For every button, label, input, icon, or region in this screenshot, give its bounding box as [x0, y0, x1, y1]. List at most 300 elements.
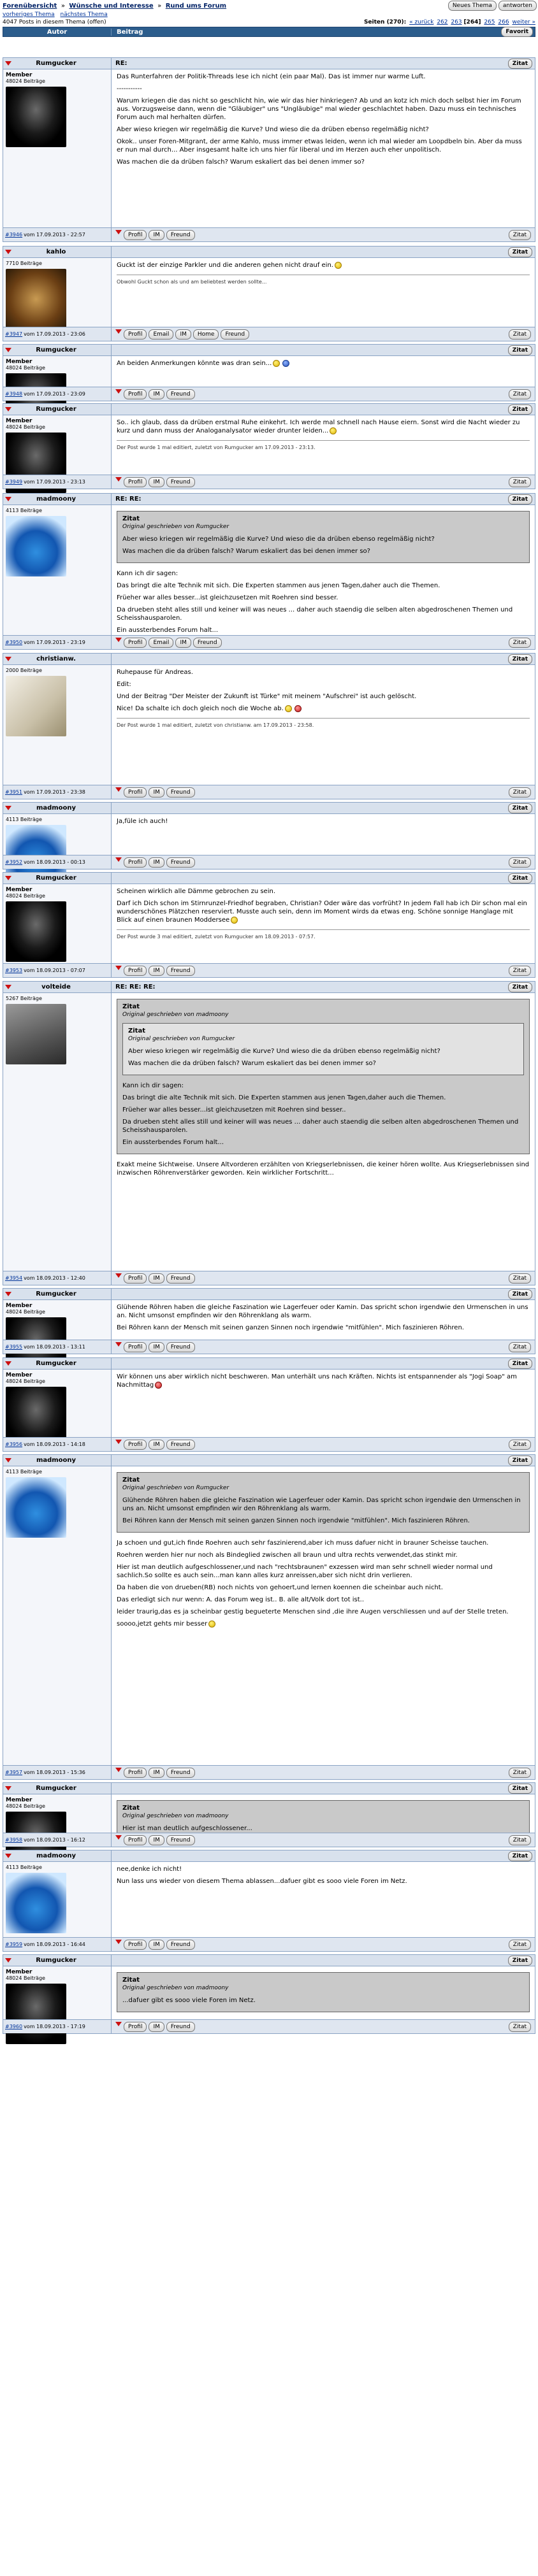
pm-button[interactable]: IM — [149, 857, 164, 868]
quote-button[interactable]: Zitat — [508, 982, 532, 992]
post-footer — [3, 2019, 535, 2033]
post-actions — [112, 228, 535, 241]
post-number-link[interactable]: #3959 — [5, 1942, 23, 1947]
avatar[interactable] — [6, 676, 66, 736]
quote-source: Original geschrieben von madmoony — [122, 1012, 229, 1018]
quote-button[interactable]: Zitat — [508, 1456, 532, 1466]
quote-button[interactable]: Zitat — [508, 803, 532, 813]
author-username[interactable]: christianw. — [36, 655, 76, 662]
post-header — [3, 404, 535, 415]
post-meta — [3, 1766, 112, 1779]
pagination-page-link[interactable]: 266 — [498, 19, 509, 25]
forum-post — [3, 403, 535, 489]
new-thread-button[interactable]: Neues Thema — [448, 1, 497, 11]
breadcrumb-category-link[interactable]: Wünsche und Interesse — [69, 2, 154, 10]
arrow-down-icon[interactable] — [5, 985, 11, 990]
arrow-up-icon[interactable] — [115, 230, 122, 235]
author-username[interactable]: Rumgucker — [36, 1291, 76, 1298]
post-number-link[interactable]: #3952 — [5, 859, 23, 865]
friend-button[interactable]: Freund — [166, 1940, 195, 1950]
friend-button[interactable]: Freund — [166, 1835, 195, 1845]
post-title: RE: RE: — [115, 496, 142, 503]
pagination-page-link[interactable]: 265 — [484, 19, 495, 25]
quote-box — [117, 999, 530, 1154]
pm-button[interactable]: IM — [149, 1440, 164, 1450]
pagination-next-link[interactable]: weiter » — [512, 19, 535, 25]
post-meta — [3, 1340, 112, 1354]
profile-button[interactable]: Profil — [124, 1835, 147, 1845]
author-post-count: 48024 Beiträge — [6, 1309, 45, 1315]
forum-post — [3, 57, 535, 242]
smiley-icon — [285, 705, 292, 712]
friend-button[interactable]: Freund — [166, 1342, 195, 1352]
post-author-header — [3, 803, 112, 813]
pagination-page-link[interactable]: 262 — [437, 19, 448, 25]
post-number-link[interactable]: #3947 — [5, 331, 23, 337]
friend-button[interactable]: Freund — [166, 1273, 195, 1284]
breadcrumb-root-link[interactable]: Forenübersicht — [3, 2, 57, 10]
smiley-icon — [282, 360, 289, 367]
pagination-back-link[interactable]: « zurück — [409, 19, 434, 25]
arrow-down-icon[interactable] — [5, 876, 11, 881]
friend-button[interactable]: Freund — [166, 857, 195, 868]
post-number-link[interactable]: #3956 — [5, 1442, 23, 1447]
post-actions — [112, 964, 535, 977]
pages-label: Seiten (270): — [363, 19, 407, 25]
author-sidebar — [3, 1966, 112, 2019]
arrow-down-icon[interactable] — [5, 1786, 11, 1791]
post-content — [112, 258, 535, 327]
post-footer — [3, 475, 535, 489]
profile-button[interactable]: Profil — [124, 230, 147, 240]
post-number-link[interactable]: #3953 — [5, 968, 23, 973]
quote-title: Zitat — [122, 1003, 140, 1010]
prev-thread-link[interactable]: vorheriges Thema — [3, 11, 55, 18]
profile-button[interactable]: Profil — [124, 966, 147, 976]
post-body — [3, 993, 535, 1271]
quote-source: Original geschrieben von Rumgucker — [122, 524, 229, 530]
profile-button[interactable]: Profil — [124, 1342, 147, 1352]
quote-button[interactable]: Zitat — [509, 1835, 531, 1845]
arrow-down-icon[interactable] — [5, 348, 11, 353]
avatar[interactable] — [6, 901, 66, 962]
post-body — [3, 415, 535, 475]
quote-box — [117, 511, 530, 563]
arrow-up-icon[interactable] — [115, 857, 122, 862]
quote-button[interactable]: Zitat — [508, 247, 532, 257]
post-footer — [3, 1340, 535, 1354]
post-paragraph: Scheinen wirklich alle Dämme gebrochen zu sein. — [117, 888, 275, 895]
post-number-link[interactable]: #3946 — [5, 232, 23, 238]
quote-box — [122, 1023, 524, 1075]
arrow-up-icon[interactable] — [115, 1342, 122, 1347]
post-author-header — [3, 1955, 112, 1966]
post-meta — [3, 327, 112, 341]
post-paragraph: Ruhepause für Andreas. — [117, 669, 193, 676]
friend-button[interactable]: Freund — [166, 966, 195, 976]
author-username[interactable]: Rumgucker — [36, 875, 76, 882]
pagination-current-page: [264] — [463, 19, 481, 25]
post-body — [3, 814, 535, 855]
author-username[interactable]: madmoony — [36, 1457, 76, 1464]
post-date: vom 18.09.2013 - 15:36 — [24, 1770, 85, 1775]
post-content — [112, 814, 535, 855]
author-username[interactable]: Rumgucker — [36, 1360, 76, 1367]
avatar[interactable] — [6, 1984, 66, 2044]
post-actions — [112, 1438, 535, 1451]
quote-button[interactable]: Zitat — [508, 59, 532, 69]
post-actions — [112, 475, 535, 489]
quote-button[interactable]: Zitat — [508, 1851, 532, 1861]
post-paragraph: Und der Beitrag "Der Meister der Zukunft ist Türke" mit meinem "Aufschrei" ist auch gelöscht. — [117, 693, 417, 700]
breadcrumb-thread-link[interactable]: Rund ums Forum — [165, 2, 227, 10]
post-header — [3, 58, 535, 69]
arrow-down-icon[interactable] — [5, 1458, 11, 1463]
post-paragraph: Glühende Röhren haben die gleiche Faszination wie Lagerfeuer oder Kamin. Das spricht schon irgendwie den Urmenschen in uns an. Nicht umsonst empfinden wir den Röhrenklang als warm. — [117, 1304, 528, 1319]
post-date: vom 17.09.2013 - 23:38 — [24, 789, 85, 795]
post-number-link[interactable]: #3951 — [5, 789, 23, 795]
forum-post — [3, 246, 535, 341]
author-sidebar — [3, 356, 112, 387]
author-username[interactable]: volteide — [41, 984, 71, 991]
posts-table-header — [3, 27, 535, 37]
quote-source: Original geschrieben von Rumgucker — [128, 1036, 235, 1042]
author-rank: Member — [6, 1797, 33, 1803]
author-post-count: 48024 Beiträge — [6, 78, 45, 84]
author-column-header: Autor — [3, 29, 112, 36]
action-buttons — [115, 230, 195, 240]
author-username[interactable]: madmoony — [36, 1852, 76, 1859]
post-content — [112, 1370, 535, 1437]
author-post-count: 48024 Beiträge — [6, 424, 45, 430]
post-content — [112, 69, 535, 227]
author-username[interactable]: madmoony — [36, 805, 76, 812]
post-paragraph: Darf ich Dich schon im Stirnrunzel-Friedhof begraben, Christian? Oder wäre das vorfrüht? In jedem Fall hab ich Dir schon mal ein wunderschönes Plätzchen reserviert. Musste auch sein, denn im Moment wirds da etwas eng. Schöne sonnige Hanglage mit Blick auf einen braunen Moddersee — [117, 900, 527, 924]
arrow-down-icon[interactable] — [5, 497, 11, 502]
quote-button[interactable]: Zitat — [508, 1359, 532, 1369]
friend-button[interactable]: Freund — [166, 2022, 195, 2032]
quote-button[interactable]: Zitat — [508, 404, 532, 415]
quote-button[interactable]: Zitat — [508, 873, 532, 884]
arrow-up-icon[interactable] — [115, 638, 122, 643]
post-body — [3, 1300, 535, 1340]
post-content — [112, 884, 535, 963]
arrow-down-icon[interactable] — [5, 1854, 11, 1859]
post-title-bar — [112, 1955, 535, 1966]
arrow-down-icon[interactable] — [5, 61, 11, 66]
avatar[interactable] — [6, 1477, 66, 1538]
arrow-down-icon[interactable] — [5, 407, 11, 412]
next-thread-link[interactable]: nächstes Thema — [60, 11, 108, 18]
post-title-bar — [112, 345, 535, 355]
quote-button[interactable]: Zitat — [509, 638, 531, 648]
author-sidebar — [3, 993, 112, 1271]
reply-button[interactable]: antworten — [498, 1, 537, 11]
author-username[interactable]: Rumgucker — [36, 60, 76, 67]
post-paragraph: soooo,jetzt gehts mir besser — [117, 1620, 530, 1628]
post-title-bar — [112, 1850, 535, 1861]
quote-title: Zitat — [122, 1477, 140, 1484]
post-header — [3, 982, 535, 993]
quote-button[interactable]: Zitat — [509, 1940, 531, 1950]
quote-line: ...dafuer gibt es sooo viele Foren im Netz. — [122, 1997, 256, 2004]
friend-button[interactable]: Freund — [166, 1440, 195, 1450]
post-paragraph: Okok.. unser Foren-Mitgrant, der arme Kahlo, muss immer etwas leiden, wenn ich mal wieder am Loopdbeln bin. Aber da muss er nun mal durch... Aber insgesamt halte ich uns hier für liberal und im Herzen auch eher unpolitisch. — [117, 138, 522, 154]
profile-button[interactable]: Profil — [124, 1440, 147, 1450]
quote-button[interactable]: Zitat — [509, 329, 531, 340]
homepage-button[interactable]: Home — [193, 329, 219, 340]
action-buttons — [115, 787, 195, 798]
arrow-up-icon[interactable] — [115, 1835, 122, 1840]
post-paragraph: Ein aussterbendes Forum halt... — [117, 627, 218, 634]
author-sidebar — [3, 665, 112, 785]
author-username[interactable]: madmoony — [36, 496, 76, 503]
post-number-link[interactable]: #3954 — [5, 1275, 23, 1281]
post-title-bar — [112, 1358, 535, 1369]
author-username[interactable]: Rumgucker — [36, 347, 76, 354]
author-rank: Member — [6, 1969, 33, 1975]
arrow-down-icon[interactable] — [5, 657, 11, 662]
quote-line: Ein aussterbendes Forum halt... — [122, 1139, 224, 1146]
friend-button[interactable]: Freund — [166, 230, 195, 240]
pm-button[interactable]: IM — [149, 2022, 164, 2032]
quote-button[interactable]: Zitat — [509, 1440, 531, 1450]
arrow-up-icon[interactable] — [115, 389, 122, 394]
arrow-down-icon[interactable] — [5, 1292, 11, 1297]
post-paragraph: Edit: — [117, 681, 131, 688]
pm-button[interactable]: IM — [149, 230, 164, 240]
post-paragraph: Exakt meine Sichtweise. Unsere Altvorderen erzählten von Kriegserlebnissen, die keiner hören wollte. Aus Kriegserlebnissen sind inzwischen Röhrenverstärker geworden. Kein wirklicher Fortschritt... — [117, 1161, 530, 1177]
post-paragraph: Ja schoen und gut,ich finde Roehren auch sehr faszinierend,aber ich muss dafuer nicht in brauner Scheisse tauchen. — [117, 1540, 489, 1547]
quote-source: Original geschrieben von Rumgucker — [122, 1485, 229, 1491]
quote-button[interactable]: Zitat — [508, 654, 532, 664]
post-title: RE: — [115, 60, 127, 67]
pm-button[interactable]: IM — [149, 787, 164, 798]
pm-button[interactable]: IM — [149, 1273, 164, 1284]
post-footer — [3, 855, 535, 869]
profile-button[interactable]: Profil — [124, 329, 147, 340]
email-button[interactable]: Email — [149, 638, 173, 648]
quote-button[interactable]: Zitat — [509, 477, 531, 487]
arrow-up-icon[interactable] — [115, 1940, 122, 1945]
profile-button[interactable]: Profil — [124, 787, 147, 798]
quote-button[interactable]: Zitat — [509, 1768, 531, 1778]
author-username[interactable]: Rumgucker — [36, 406, 76, 413]
post-title-bar — [112, 1783, 535, 1794]
pm-button[interactable]: IM — [149, 1940, 164, 1950]
pm-button[interactable]: IM — [149, 389, 164, 399]
post-footer — [3, 635, 535, 649]
author-post-count: 48024 Beiträge — [6, 1378, 45, 1384]
post-meta — [3, 387, 112, 401]
action-buttons — [115, 2022, 195, 2032]
action-buttons — [115, 1440, 195, 1450]
post-date: vom 18.09.2013 - 14:18 — [24, 1442, 85, 1447]
forum-post — [3, 1850, 535, 1952]
author-username[interactable]: Rumgucker — [36, 1785, 76, 1792]
friend-button[interactable]: Freund — [166, 389, 195, 399]
post-author-header — [3, 494, 112, 504]
arrow-down-icon[interactable] — [5, 806, 11, 811]
post-paragraph: Das Runterfahren der Politik-Threads lese ich nicht (ein paar Mal). Das ist immer nur warme Luft. — [117, 73, 426, 80]
quote-button[interactable]: Zitat — [509, 230, 531, 240]
post-header — [3, 1783, 535, 1794]
quote-button[interactable]: Zitat — [509, 2022, 531, 2032]
quote-button[interactable]: Zitat — [508, 1956, 532, 1966]
post-number-link[interactable]: #3955 — [5, 1344, 23, 1350]
quote-button[interactable]: Zitat — [509, 1273, 531, 1284]
arrow-down-icon[interactable] — [5, 1361, 11, 1366]
post-paragraph: Da haben die von drueben(RB) noch nichts von gehoert,und lernen koennen die scheinbar auch nicht. — [117, 1584, 443, 1591]
friend-button[interactable]: Freund — [166, 787, 195, 798]
quote-line: Aber wieso kriegen wir regelmäßig die Kurve? Und wieso die da drüben ebenso regelmäßig nicht? — [122, 536, 435, 543]
post-paragraph: An beiden Anmerkungen könnte was dran sein... — [117, 359, 530, 368]
quote-button[interactable]: Zitat — [509, 857, 531, 868]
post-paragraph: nee,denke ich nicht! — [117, 1866, 182, 1873]
post-title-bar — [112, 803, 535, 813]
avatar[interactable] — [6, 1004, 66, 1064]
post-body — [3, 1370, 535, 1437]
arrow-up-icon[interactable] — [115, 1768, 122, 1773]
post-actions — [112, 327, 535, 341]
forum-post — [3, 872, 535, 978]
avatar[interactable] — [6, 269, 66, 329]
quote-button[interactable]: Zitat — [509, 389, 531, 399]
post-body — [3, 1794, 535, 1833]
post-paragraph: Kann ich dir sagen: — [117, 570, 178, 577]
profile-button[interactable]: Profil — [124, 1273, 147, 1284]
post-header — [3, 1850, 535, 1862]
post-meta — [3, 636, 112, 649]
post-date: vom 17.09.2013 - 23:13 — [24, 479, 85, 485]
friend-button[interactable]: Freund — [166, 477, 195, 487]
arrow-up-icon[interactable] — [115, 1273, 122, 1278]
post-number-link[interactable]: #3949 — [5, 479, 23, 485]
arrow-down-icon[interactable] — [5, 1958, 11, 1963]
quote-button[interactable]: Zitat — [508, 345, 532, 355]
pm-button[interactable]: IM — [175, 329, 191, 340]
quote-button[interactable]: Zitat — [508, 494, 532, 504]
post-meta — [3, 475, 112, 489]
arrow-up-icon[interactable] — [115, 787, 122, 792]
friend-button[interactable]: Freund — [193, 638, 222, 648]
author-sidebar — [3, 505, 112, 635]
smiley-icon — [335, 262, 342, 269]
quote-line: Kann ich dir sagen: — [122, 1082, 184, 1089]
quote-button[interactable]: Zitat — [508, 1289, 532, 1299]
author-post-count: 4113 Beiträge — [6, 817, 42, 822]
quote-line: Das bringt die alte Technik mit sich. Die Experten stammen aus jenen Tagen,daher auch die Themen. — [122, 1094, 446, 1101]
pagination-page-link[interactable]: 263 — [451, 19, 462, 25]
author-rank: Member — [6, 72, 33, 78]
email-button[interactable]: Email — [149, 329, 173, 340]
forum-post — [3, 802, 535, 869]
friend-button[interactable]: Freund — [221, 329, 249, 340]
pm-button[interactable]: IM — [149, 966, 164, 976]
author-rank: Member — [6, 1372, 33, 1378]
smiley-icon — [330, 427, 337, 434]
forum-post — [3, 653, 535, 799]
post-author-header — [3, 982, 112, 992]
post-number-link[interactable]: #3948 — [5, 391, 23, 397]
profile-button[interactable]: Profil — [124, 389, 147, 399]
profile-button[interactable]: Profil — [124, 1940, 147, 1950]
thread-action-buttons — [448, 1, 537, 11]
post-header — [3, 1358, 535, 1370]
profile-button[interactable]: Profil — [124, 477, 147, 487]
profile-button[interactable]: Profil — [124, 857, 147, 868]
post-footer — [3, 1937, 535, 1951]
action-buttons — [115, 389, 195, 399]
quote-button[interactable]: Zitat — [508, 1784, 532, 1794]
post-author-header — [3, 345, 112, 355]
profile-button[interactable]: Profil — [124, 2022, 147, 2032]
favorite-button[interactable]: Favorit — [501, 27, 533, 37]
post-author-header — [3, 1455, 112, 1466]
post-number-link[interactable]: #3960 — [5, 2024, 23, 2029]
arrow-up-icon[interactable] — [115, 1440, 122, 1445]
profile-button[interactable]: Profil — [124, 1768, 147, 1778]
pm-button[interactable]: IM — [149, 1835, 164, 1845]
pm-button[interactable]: IM — [149, 1342, 164, 1352]
avatar[interactable] — [6, 516, 66, 576]
author-sidebar — [3, 1794, 112, 1833]
post-content — [112, 1862, 535, 1937]
arrow-up-icon[interactable] — [115, 966, 122, 971]
post-meta — [3, 1271, 112, 1285]
quote-title: Zitat — [128, 1027, 145, 1034]
post-paragraph: Ja,füle ich auch! — [117, 818, 168, 825]
top-bar — [0, 0, 538, 11]
arrow-up-icon[interactable] — [115, 477, 122, 482]
post-date: vom 17.09.2013 - 23:09 — [24, 391, 85, 397]
pm-button[interactable]: IM — [149, 1768, 164, 1778]
quote-line: Glühende Röhren haben die gleiche Faszination wie Lagerfeuer oder Kamin. Das spricht schon irgendwie den Urmenschen in uns an. Nicht umsonst empfinden wir den Röhrenklang als warm. — [122, 1497, 521, 1512]
quote-button[interactable]: Zitat — [509, 1342, 531, 1352]
author-post-count: 2000 Beiträge — [6, 668, 42, 673]
quote-button[interactable]: Zitat — [509, 966, 531, 976]
post-number-link[interactable]: #3957 — [5, 1770, 23, 1775]
post-paragraph: So.. ich glaub, dass da drüben erstmal Ruhe einkehrt. Ich werde mal schnell nach Hause eiern. Sonst wird die Nacht wieder zu kurz und dann muss der Analoganalysator wieder drunter leiden... — [117, 419, 520, 434]
post-actions — [112, 636, 535, 649]
post-author-header — [3, 654, 112, 664]
post-number-link[interactable]: #3950 — [5, 640, 23, 645]
quote-line: Was machen die da drüben falsch? Warum eskaliert das bei denen immer so? — [122, 548, 370, 555]
arrow-down-icon[interactable] — [5, 250, 11, 255]
pm-button[interactable]: IM — [149, 477, 164, 487]
avatar[interactable] — [6, 87, 66, 147]
forum-post — [3, 1288, 535, 1354]
post-body — [3, 69, 535, 227]
author-rank: Member — [6, 359, 33, 365]
author-username[interactable]: Rumgucker — [36, 1957, 76, 1964]
author-sidebar — [3, 258, 112, 327]
author-sidebar — [3, 1466, 112, 1765]
arrow-up-icon[interactable] — [115, 329, 122, 334]
author-username[interactable]: kahlo — [46, 248, 66, 255]
post-body — [3, 1862, 535, 1937]
quote-button[interactable]: Zitat — [509, 787, 531, 798]
post-number-link[interactable]: #3958 — [5, 1837, 23, 1843]
smiley-icon — [208, 1621, 215, 1628]
friend-button[interactable]: Freund — [166, 1768, 195, 1778]
arrow-up-icon[interactable] — [115, 2022, 122, 2027]
post-paragraph: ----------- — [117, 85, 142, 92]
avatar[interactable] — [6, 1873, 66, 1933]
pm-button[interactable]: IM — [175, 638, 191, 648]
thread-info — [0, 19, 538, 27]
profile-button[interactable]: Profil — [124, 638, 147, 648]
